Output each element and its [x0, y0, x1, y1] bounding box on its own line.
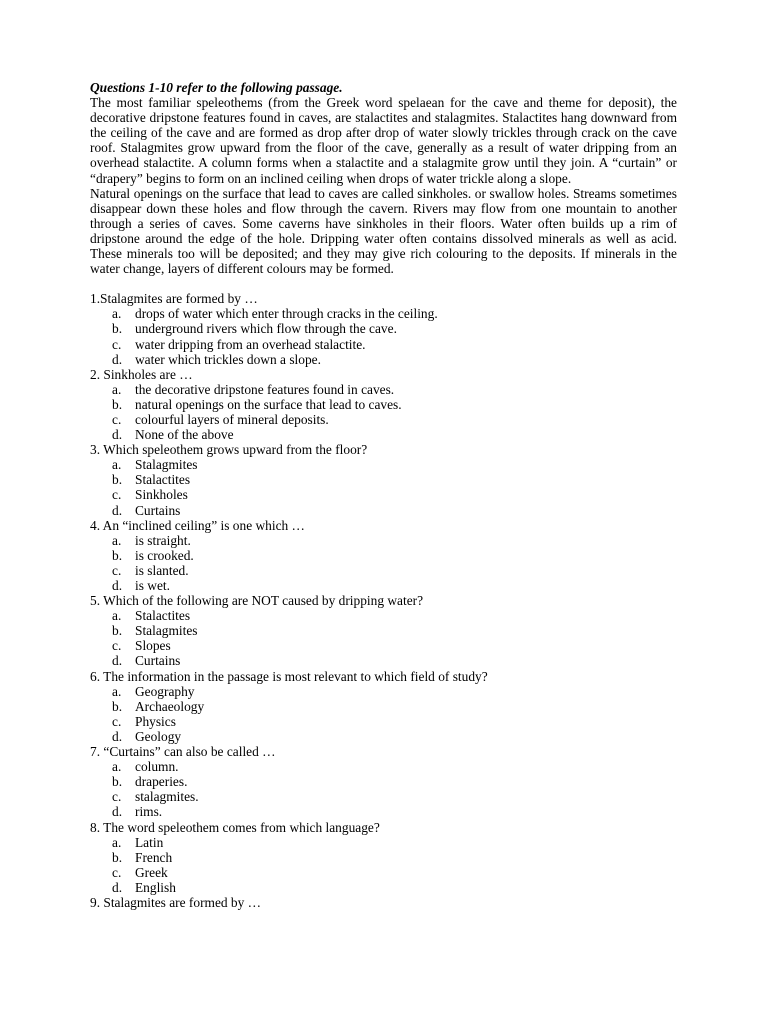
question-8-option-c [90, 865, 677, 880]
question-7: 7. “Curtains” can also be called … [90, 744, 276, 760]
question-6-option-a [90, 684, 677, 699]
question-2-option-d [90, 427, 677, 442]
question-2: 2. Sinkholes are … [90, 366, 193, 382]
question-8: 8. The word speleothem comes from which language? [90, 819, 380, 835]
question-6-option-d [90, 729, 677, 744]
question-1-option-b [90, 321, 677, 336]
question-2-option-a [90, 382, 677, 397]
option-text: Stalactites [135, 608, 191, 624]
option-letter: c. [112, 411, 122, 427]
option-text: is slanted. [135, 562, 189, 578]
option-text: Stalagmites [135, 457, 198, 473]
option-text: Stalagmites [135, 623, 198, 639]
option-letter: a. [112, 381, 122, 397]
question-3-option-a [90, 457, 677, 472]
option-text: underground rivers which flow through the cave. [135, 321, 397, 337]
option-letter: a. [112, 306, 122, 322]
question-7-option-b [90, 774, 677, 789]
option-letter: c. [112, 713, 122, 729]
question-3-option-c [90, 487, 677, 502]
option-letter: d. [112, 351, 123, 367]
option-letter: c. [112, 789, 122, 805]
option-text: the decorative dripstone features found in caves. [135, 381, 395, 397]
option-text: Geology [135, 728, 182, 744]
option-text: rims. [135, 804, 163, 820]
option-text: Archaeology [135, 698, 205, 714]
option-letter: a. [112, 759, 122, 775]
question-4: 4. An “inclined ceiling” is one which … [90, 517, 305, 533]
passage-paragraph-1: The most familiar speleothems (from the Greek word spelaean for the cave and theme for deposit), the decorative dripstone features found in caves, are stalactites and stalagmites. Stalactites hang downward from the ceiling of the cave and are formed as drop after drop of water slowly trickles through crack on the cave roof. Stalagmites grow upward from the floor of the cave, generally as a result of water dripping from an overhead stalactite. A column forms when a stalactite and a stalagmite grow until they join. A “curtain” or “drapery” begins to form on an inclined ceiling when drops of water trickle along a slope. [90, 95, 677, 186]
option-text: is straight. [135, 532, 191, 548]
option-text: colourful layers of mineral deposits. [135, 411, 329, 427]
option-letter: a. [112, 834, 122, 850]
question-4-option-d [90, 578, 677, 593]
option-text: draperies. [135, 774, 188, 790]
option-letter: c. [112, 336, 122, 352]
paragraph-spacer [90, 276, 677, 291]
option-letter: b. [112, 321, 123, 337]
question-2-option-b [90, 397, 677, 412]
option-text: Latin [135, 834, 164, 850]
option-letter: d. [112, 653, 123, 669]
option-letter: d. [112, 879, 123, 895]
question-1-option-a [90, 306, 677, 321]
option-text: water which trickles down a slope. [135, 351, 321, 367]
option-letter: b. [112, 547, 123, 563]
question-4-option-a [90, 533, 677, 548]
option-letter: b. [112, 623, 123, 639]
question-5-option-d [90, 653, 677, 668]
question-7-option-c [90, 789, 677, 804]
option-text: None of the above [135, 427, 234, 443]
question-2-option-c [90, 412, 677, 427]
question-5-option-b [90, 623, 677, 638]
option-letter: c. [112, 487, 122, 503]
question-4-option-b [90, 548, 677, 563]
option-text: drops of water which enter through cracks in the ceiling. [135, 306, 438, 322]
option-letter: a. [112, 457, 122, 473]
option-text: Curtains [135, 653, 181, 669]
option-text: Sinkholes [135, 487, 188, 503]
question-7-option-a [90, 759, 677, 774]
option-text: French [135, 849, 173, 865]
question-3-option-d [90, 503, 677, 518]
option-letter: d. [112, 502, 123, 518]
question-6-option-b [90, 699, 677, 714]
option-text: column. [135, 759, 179, 775]
question-6-option-c [90, 714, 677, 729]
option-letter: b. [112, 774, 123, 790]
question-list [90, 291, 677, 910]
option-text: English [135, 879, 176, 895]
option-letter: d. [112, 728, 123, 744]
option-letter: d. [112, 427, 123, 443]
question-8-option-a [90, 835, 677, 850]
option-letter: a. [112, 608, 122, 624]
option-letter: b. [112, 472, 123, 488]
option-text: Stalactites [135, 472, 191, 488]
option-letter: d. [112, 804, 123, 820]
question-8-option-b [90, 850, 677, 865]
option-letter: a. [112, 532, 122, 548]
question-1-option-d [90, 352, 677, 367]
option-letter: b. [112, 698, 123, 714]
option-text: Greek [135, 864, 168, 880]
document-content [90, 80, 677, 910]
question-5-option-c [90, 638, 677, 653]
option-letter: a. [112, 683, 122, 699]
question-6: 6. The information in the passage is most relevant to which field of study? [90, 668, 488, 684]
option-text: water dripping from an overhead stalactite. [135, 336, 366, 352]
option-letter: c. [112, 864, 122, 880]
question-8-option-d [90, 880, 677, 895]
question-5: 5. Which of the following are NOT caused by dripping water? [90, 593, 424, 609]
question-1: 1.Stalagmites are formed by … [90, 291, 258, 307]
option-letter: c. [112, 638, 122, 654]
passage-heading: Questions 1-10 refer to the following passage. [90, 80, 343, 95]
option-text: Curtains [135, 502, 181, 518]
question-4-option-c [90, 563, 677, 578]
option-letter: d. [112, 578, 123, 593]
question-1-option-c [90, 337, 677, 352]
question-3: 3. Which speleothem grows upward from the floor? [90, 442, 368, 458]
option-text: is crooked. [135, 547, 194, 563]
option-text: natural openings on the surface that lead to caves. [135, 396, 402, 412]
question-5-option-a [90, 608, 677, 623]
option-letter: c. [112, 562, 122, 578]
question-7-option-d [90, 804, 677, 819]
option-text: stalagmites. [135, 789, 199, 805]
option-text: Slopes [135, 638, 171, 654]
question-9: 9. Stalagmites are formed by … [90, 894, 262, 910]
passage-paragraph-2: Natural openings on the surface that lead to caves are called sinkholes. or swallow holes. Streams sometimes disappear down these holes and flow through the cavern. Rivers may flow from one mountain to another through a series of caves. Some caverns have sinkholes in their floors. Water often builds up a rim of dripstone around the edge of the hole. Dripping water often contains dissolved minerals as well as acid. These minerals too will be deposited; and they may give rich colouring to the deposits. If minerals in the water change, layers of different colours may be formed. [90, 185, 677, 277]
option-letter: b. [112, 396, 123, 412]
question-3-option-b [90, 472, 677, 487]
option-text: Geography [135, 683, 195, 699]
option-text: is wet. [135, 578, 170, 593]
option-letter: b. [112, 849, 123, 865]
option-text: Physics [135, 713, 176, 729]
